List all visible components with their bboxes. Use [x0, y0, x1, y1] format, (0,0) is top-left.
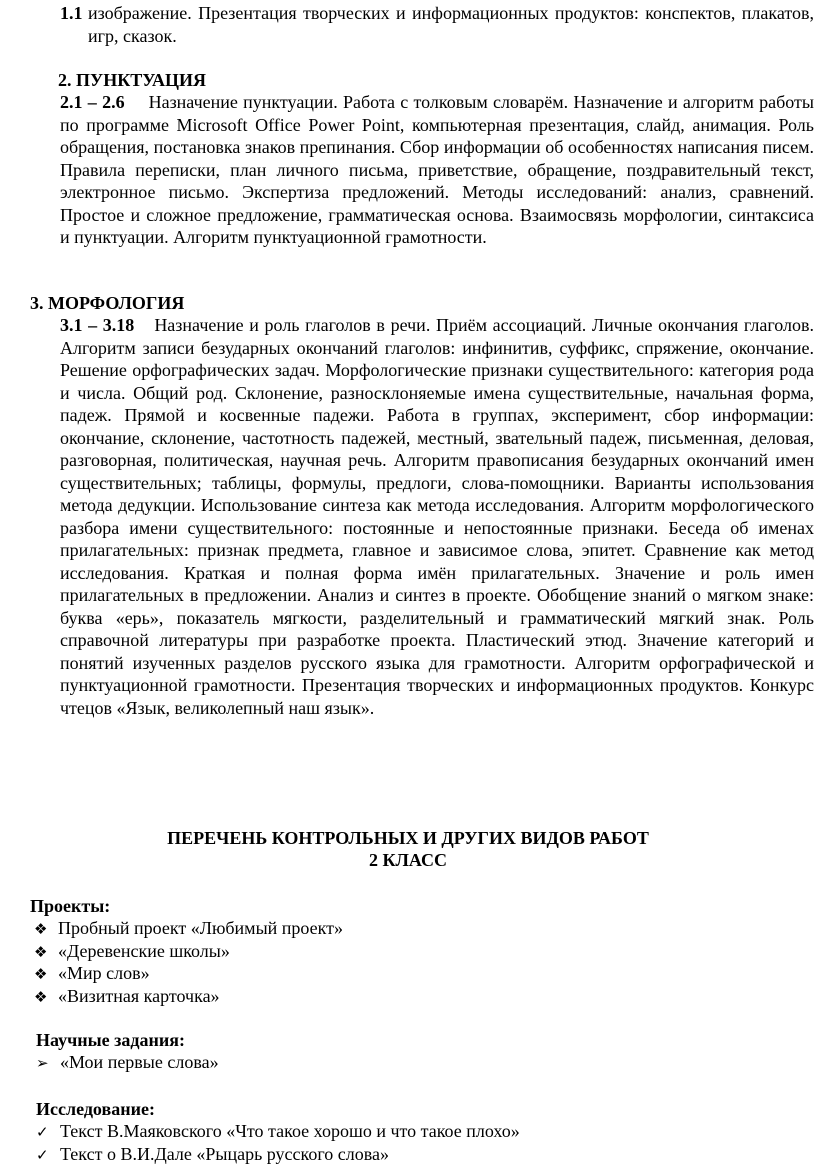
section-3-range: 3.1 – 3.18: [60, 315, 134, 335]
section-2-paragraph: [60, 91, 814, 249]
section-2-heading: 2. ПУНКТУАЦИЯ: [58, 69, 206, 92]
research-list: [36, 1120, 520, 1165]
checkmark-bullet-icon: ✓: [36, 1144, 60, 1166]
projects-heading: Проекты:: [30, 895, 110, 918]
section-2-range: 2.1 – 2.6: [60, 92, 125, 112]
works-subtitle: 2 КЛАСС: [0, 849, 816, 872]
list-item: ✓ Текст В.Маяковского «Что такое хорошо и что такое плохо»: [36, 1120, 520, 1143]
section-3-text: Назначение и роль глаголов в речи. Приём ассоциаций. Личные окончания глаголов. Алгоритм записи безударных окончаний глаголов: инфинитив, суффикс, спряжение, окончание. Решение орфографических задач. Морфологические признаки существительного: категория рода и числа. Общий род. Склонение, разносклоняемые имена существительные, начальная форма, падеж. Прямой и косвенные падежи. Работа в группах, эксперимент, сбор информации: окончание, склонение, частотность падежей, местный, звательный падеж, письменная, деловая, разговорная, политическая, научная речь. Алгоритм правописания безударных окончаний имен существительных; таблицы, формулы, предлоги, слова-помощники. Варианты использования метода дедукции. Использование синтеза как метода исследования. Алгоритм морфологического разбора имени существительного: постоянные и непостоянные признаки. Беседа об именах прилагательных: признак предмета, главное и зависимое слова, эпитет. Сравнение как метод исследования. Краткая и полная форма имён прилагательных. Значение и роль имен прилагательных в предложении. Анализ и синтез в проекте. Обобщение знаний о мягком знаке: буква «ерь», показатель мягкости, разделительный и грамматический мягкий знак. Роль справочной литературы при разработке проекта. Пластический этюд. Значение категорий и понятий изученных разделов русского языка для грамотности. Алгоритм орфографической и пунктуационной грамотности. Презентация творческих и информационных продуктов. Конкурс чтецов «Язык, великолепный наш язык».: [60, 315, 814, 718]
section-1-1-number: 1.1: [60, 2, 83, 25]
section-2-text: Назначение пунктуации. Работа с толковым словарём. Назначение и алгоритм работы по программе Microsoft Office Power Point, компьютерная презентация, слайд, анимация. Роль обращения, постановка знаков препинания. Сбор информации об особенностях написания писем. Правила переписки, план личного письма, приветствие, обращение, поздравительный текст, электронное письмо. Экспертиза предложений. Методы исследований: анализ, сравнений. Простое и сложное предложение, грамматическая основа. Взаимосвязь морфологии, синтаксиса и пунктуации. Алгоритм пунктуационной грамотности.: [60, 92, 814, 247]
list-item: ✓ Текст о В.И.Дале «Рыцарь русского слова»: [36, 1143, 520, 1166]
science-tasks-list: [36, 1051, 219, 1074]
list-item: ❖ «Визитная карточка»: [34, 985, 343, 1008]
section-3-paragraph: [60, 314, 814, 719]
diamond-bullet-icon: ❖: [34, 941, 58, 964]
list-item: ❖ Пробный проект «Любимый проект»: [34, 917, 343, 940]
science-tasks-heading: Научные задания:: [36, 1029, 185, 1052]
section-3-heading: 3. МОРФОЛОГИЯ: [30, 292, 184, 315]
works-title: ПЕРЕЧЕНЬ КОНТРОЛЬНЫХ И ДРУГИХ ВИДОВ РАБОТ: [0, 827, 816, 850]
section-1-1: [60, 2, 814, 47]
projects-list: [34, 917, 343, 1007]
section-1-1-text: изображение. Презентация творческих и информационных продуктов: конспектов, плакатов, игр, сказок.: [88, 2, 814, 47]
list-item: ➢ «Мои первые слова»: [36, 1051, 219, 1074]
diamond-bullet-icon: ❖: [34, 986, 58, 1009]
research-heading: Исследование:: [36, 1098, 155, 1121]
checkmark-bullet-icon: ✓: [36, 1121, 60, 1144]
list-item: ❖ «Мир слов»: [34, 962, 343, 985]
diamond-bullet-icon: ❖: [34, 963, 58, 986]
list-item: ❖ «Деревенские школы»: [34, 940, 343, 963]
diamond-bullet-icon: ❖: [34, 918, 58, 941]
arrow-bullet-icon: ➢: [36, 1052, 60, 1075]
